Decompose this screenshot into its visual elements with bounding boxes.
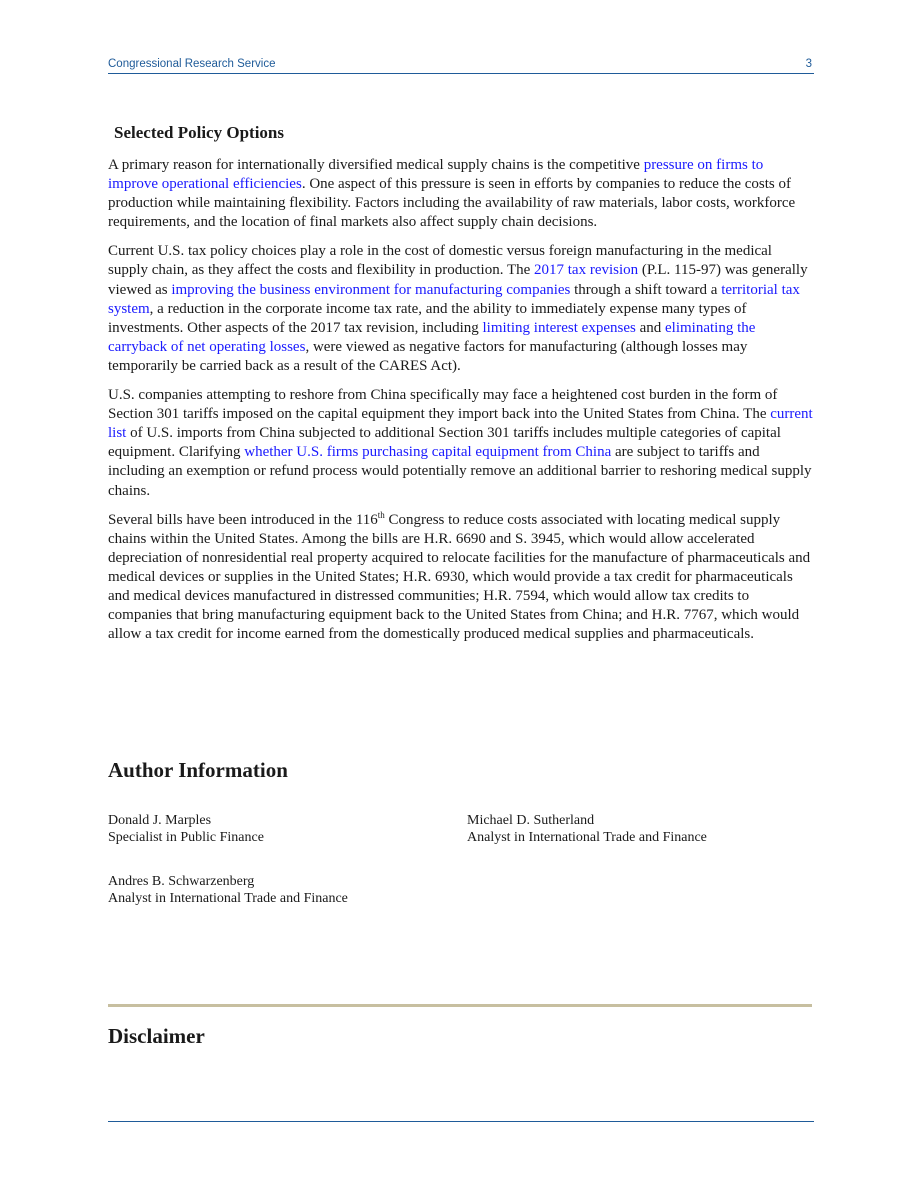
link-carryback-net-operating-losses[interactable]: eliminating the carryback of net operating losses xyxy=(108,319,756,355)
link-operational-efficiencies[interactable]: pressure on firms to improve operational efficiencies xyxy=(108,157,764,193)
paragraph xyxy=(108,511,814,645)
text-run: are subject to tariffs and including an exemption or refund process would potentially remove an additional barrier to reshoring medical supply chains. xyxy=(108,444,812,499)
author-block xyxy=(108,812,264,846)
text-run: U.S. companies attempting to reshore from China specifically may face a heightened cost burden in the form of Section 301 tariffs imposed on the capital equipment they import back into the United States from China. The xyxy=(108,387,778,423)
text-run: through a shift toward a xyxy=(570,281,722,298)
text-run: , were viewed as negative factors for manufacturing (although losses may temporarily be carried back as a result of the CARES Act). xyxy=(108,338,748,374)
section-title: Selected Policy Options xyxy=(114,123,284,142)
author-role: Analyst in International Trade and Finance xyxy=(108,891,348,906)
page-number: 3 xyxy=(805,58,812,70)
section-divider xyxy=(108,1004,812,1007)
link-territorial-tax-system[interactable]: territorial tax system xyxy=(108,281,800,317)
text-run: (P.L. 115-97) was generally viewed as xyxy=(108,262,808,298)
text-run: . One aspect of this pressure is seen in efforts by companies to reduce the costs of production while maintaining flexibility. Factors including the availability of raw materials, labor costs, workforce requirements, and the location of final markets also affect supply chain decisions. xyxy=(108,176,796,231)
text-run: A primary reason for internationally diversified medical supply chains is the competitive xyxy=(108,157,644,173)
author-block xyxy=(467,812,707,846)
paragraph xyxy=(108,156,814,232)
link-limiting-interest-expenses[interactable]: limiting interest expenses xyxy=(482,319,636,336)
text-run: , a reduction in the corporate income tax rate, and the ability to immediately expense many types of investments. Other aspects of the 2017 tax revision, including xyxy=(108,300,747,336)
text-run: Several bills have been introduced in the 116 xyxy=(108,511,378,528)
paragraph xyxy=(108,386,814,501)
footer-divider xyxy=(108,1121,814,1122)
link-2017-tax-revision[interactable]: 2017 tax revision xyxy=(534,262,639,279)
author-information-heading: Author Information xyxy=(108,758,288,782)
author-name: Michael D. Sutherland xyxy=(467,813,595,828)
author-block xyxy=(108,873,348,907)
link-business-environment[interactable]: improving the business environment for manufacturing companies xyxy=(171,281,571,298)
author-role: Specialist in Public Finance xyxy=(108,830,264,845)
header-divider xyxy=(108,73,814,74)
text-run: of U.S. imports from China subjected to additional Section 301 tariffs includes multiple categories of capital equipment. Clarifying xyxy=(108,425,781,461)
body-text xyxy=(108,156,814,654)
author-name: Donald J. Marples xyxy=(108,813,212,828)
text-run: and xyxy=(635,319,665,336)
link-current-list[interactable]: current list xyxy=(108,406,813,442)
disclaimer-heading: Disclaimer xyxy=(108,1024,205,1048)
paragraph xyxy=(108,242,814,376)
link-capital-equipment-from-china[interactable]: whether U.S. firms purchasing capital equipment from China xyxy=(244,444,612,461)
author-name: Andres B. Schwarzenberg xyxy=(108,874,255,889)
text-run: Congress to reduce costs associated with locating medical supply chains within the United States. Among the bills are H.R. 6690 and S. 3945, which would allow accelerated depreciation of nonresidential real property acquired to relocate facilities for the manufacture of pharmaceuticals and medical devices or supplies in the United States; H.R. 6930, which would provide a tax credit for pharmaceuticals and medical devices manufactured in distressed communities; H.R. 7594, which would allow tax credits to companies that bring manufacturing equipment back to the United States from China; and H.R. 7767, which would allow a tax credit for income earned from the domestically produced medical supplies and pharmaceuticals. xyxy=(108,511,811,643)
author-role: Analyst in International Trade and Finance xyxy=(467,830,707,845)
text-run: Current U.S. tax policy choices play a role in the cost of domestic versus foreign manufacturing in the medical supply chain, as they affect the costs and flexibility in production. The xyxy=(108,243,772,279)
header-org: Congressional Research Service xyxy=(108,58,276,70)
superscript: th xyxy=(377,509,385,520)
